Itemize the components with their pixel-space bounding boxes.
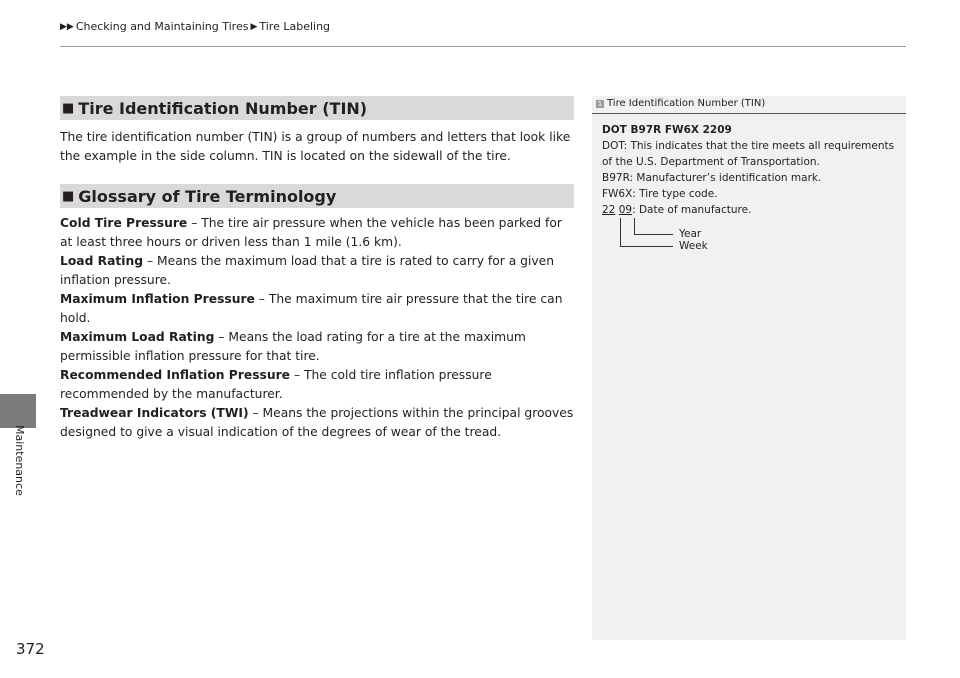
glossary-list [60,214,574,442]
glossary-term: Cold Tire Pressure [60,216,188,230]
side-note-title-text: Tire Identification Number (TIN) [607,98,766,109]
glossary-definition: – Means the maximum load that a tire is rated to carry for a given inflation pressure. [60,254,555,287]
glossary-term: Maximum Inflation Pressure [60,292,255,306]
tin-heading [60,96,574,120]
tin-line-manufacturer: B97R: Manufacturer’s identification mark. [602,172,822,184]
double-arrow-icon: ▶▶ [60,21,74,32]
glossary-definition: – The tire air pressure when the vehicle has been parked for at least three hours or driven less than 1 mile (1.6 km). [60,216,562,249]
side-note-panel [592,96,906,640]
glossary-term: Maximum Load Rating [60,330,215,344]
breadcrumb-item[interactable]: Checking and Maintaining Tires [75,20,249,33]
breadcrumb-item[interactable]: Tire Labeling [259,20,331,33]
date-week-digits: 22 [602,204,616,216]
glossary-term: Treadwear Indicators (TWI) [60,406,249,420]
glossary-item [60,366,574,404]
glossary-definition: – The maximum tire air pressure that the tire can hold. [60,292,563,325]
side-note-body [592,114,906,266]
section-tab-label: Maintenance [13,425,26,496]
glossary-item [60,290,574,328]
week-leader-line [620,218,673,247]
date-code-diagram [602,218,896,258]
glossary-heading [60,184,574,208]
glossary-heading-text: Glossary of Tire Terminology [78,186,337,206]
date-suffix: : Date of manufacture. [632,204,752,216]
glossary-definition: – Means the projections within the principal grooves designed to give a visual indication of the degrees of wear of the tread. [60,406,574,439]
glossary-item [60,252,574,290]
glossary-item [60,214,574,252]
square-bullet-icon: ■ [62,100,75,116]
square-bullet-icon: ■ [62,188,75,204]
year-label: Year [679,228,702,240]
glossary-item [60,404,574,442]
note-marker-icon: 1 [597,99,603,108]
tin-heading-text: Tire Identification Number (TIN) [78,98,368,118]
tin-line-type: FW6X: Tire type code. [602,188,718,200]
glossary-definition: – The cold tire inflation pressure recommended by the manufacturer. [60,368,492,401]
tin-code: DOT B97R FW6X 2209 [602,124,732,136]
arrow-right-icon: ▶ [250,21,258,32]
glossary-definition: – Means the load rating for a tire at the maximum permissible inflation pressure for that tire. [60,330,526,363]
page-number: 372 [16,640,45,658]
section-tab [0,394,36,428]
date-year-digits: 09 [618,204,633,216]
glossary-term: Load Rating [60,254,144,268]
breadcrumb [60,20,330,33]
main-column [60,96,574,442]
glossary-term: Recommended Inflation Pressure [60,368,291,382]
glossary-item [60,328,574,366]
tin-line-dot: DOT: This indicates that the tire meets all requirements of the U.S. Department of Transportation. [602,140,895,168]
header-divider [60,46,906,47]
tin-line-date [602,202,896,218]
tin-description: The tire identification number (TIN) is a group of numbers and letters that look like the example in the side column. TIN is located on the sidewall of the tire. [60,130,571,163]
week-label: Week [679,240,708,252]
side-note-title [592,96,906,114]
